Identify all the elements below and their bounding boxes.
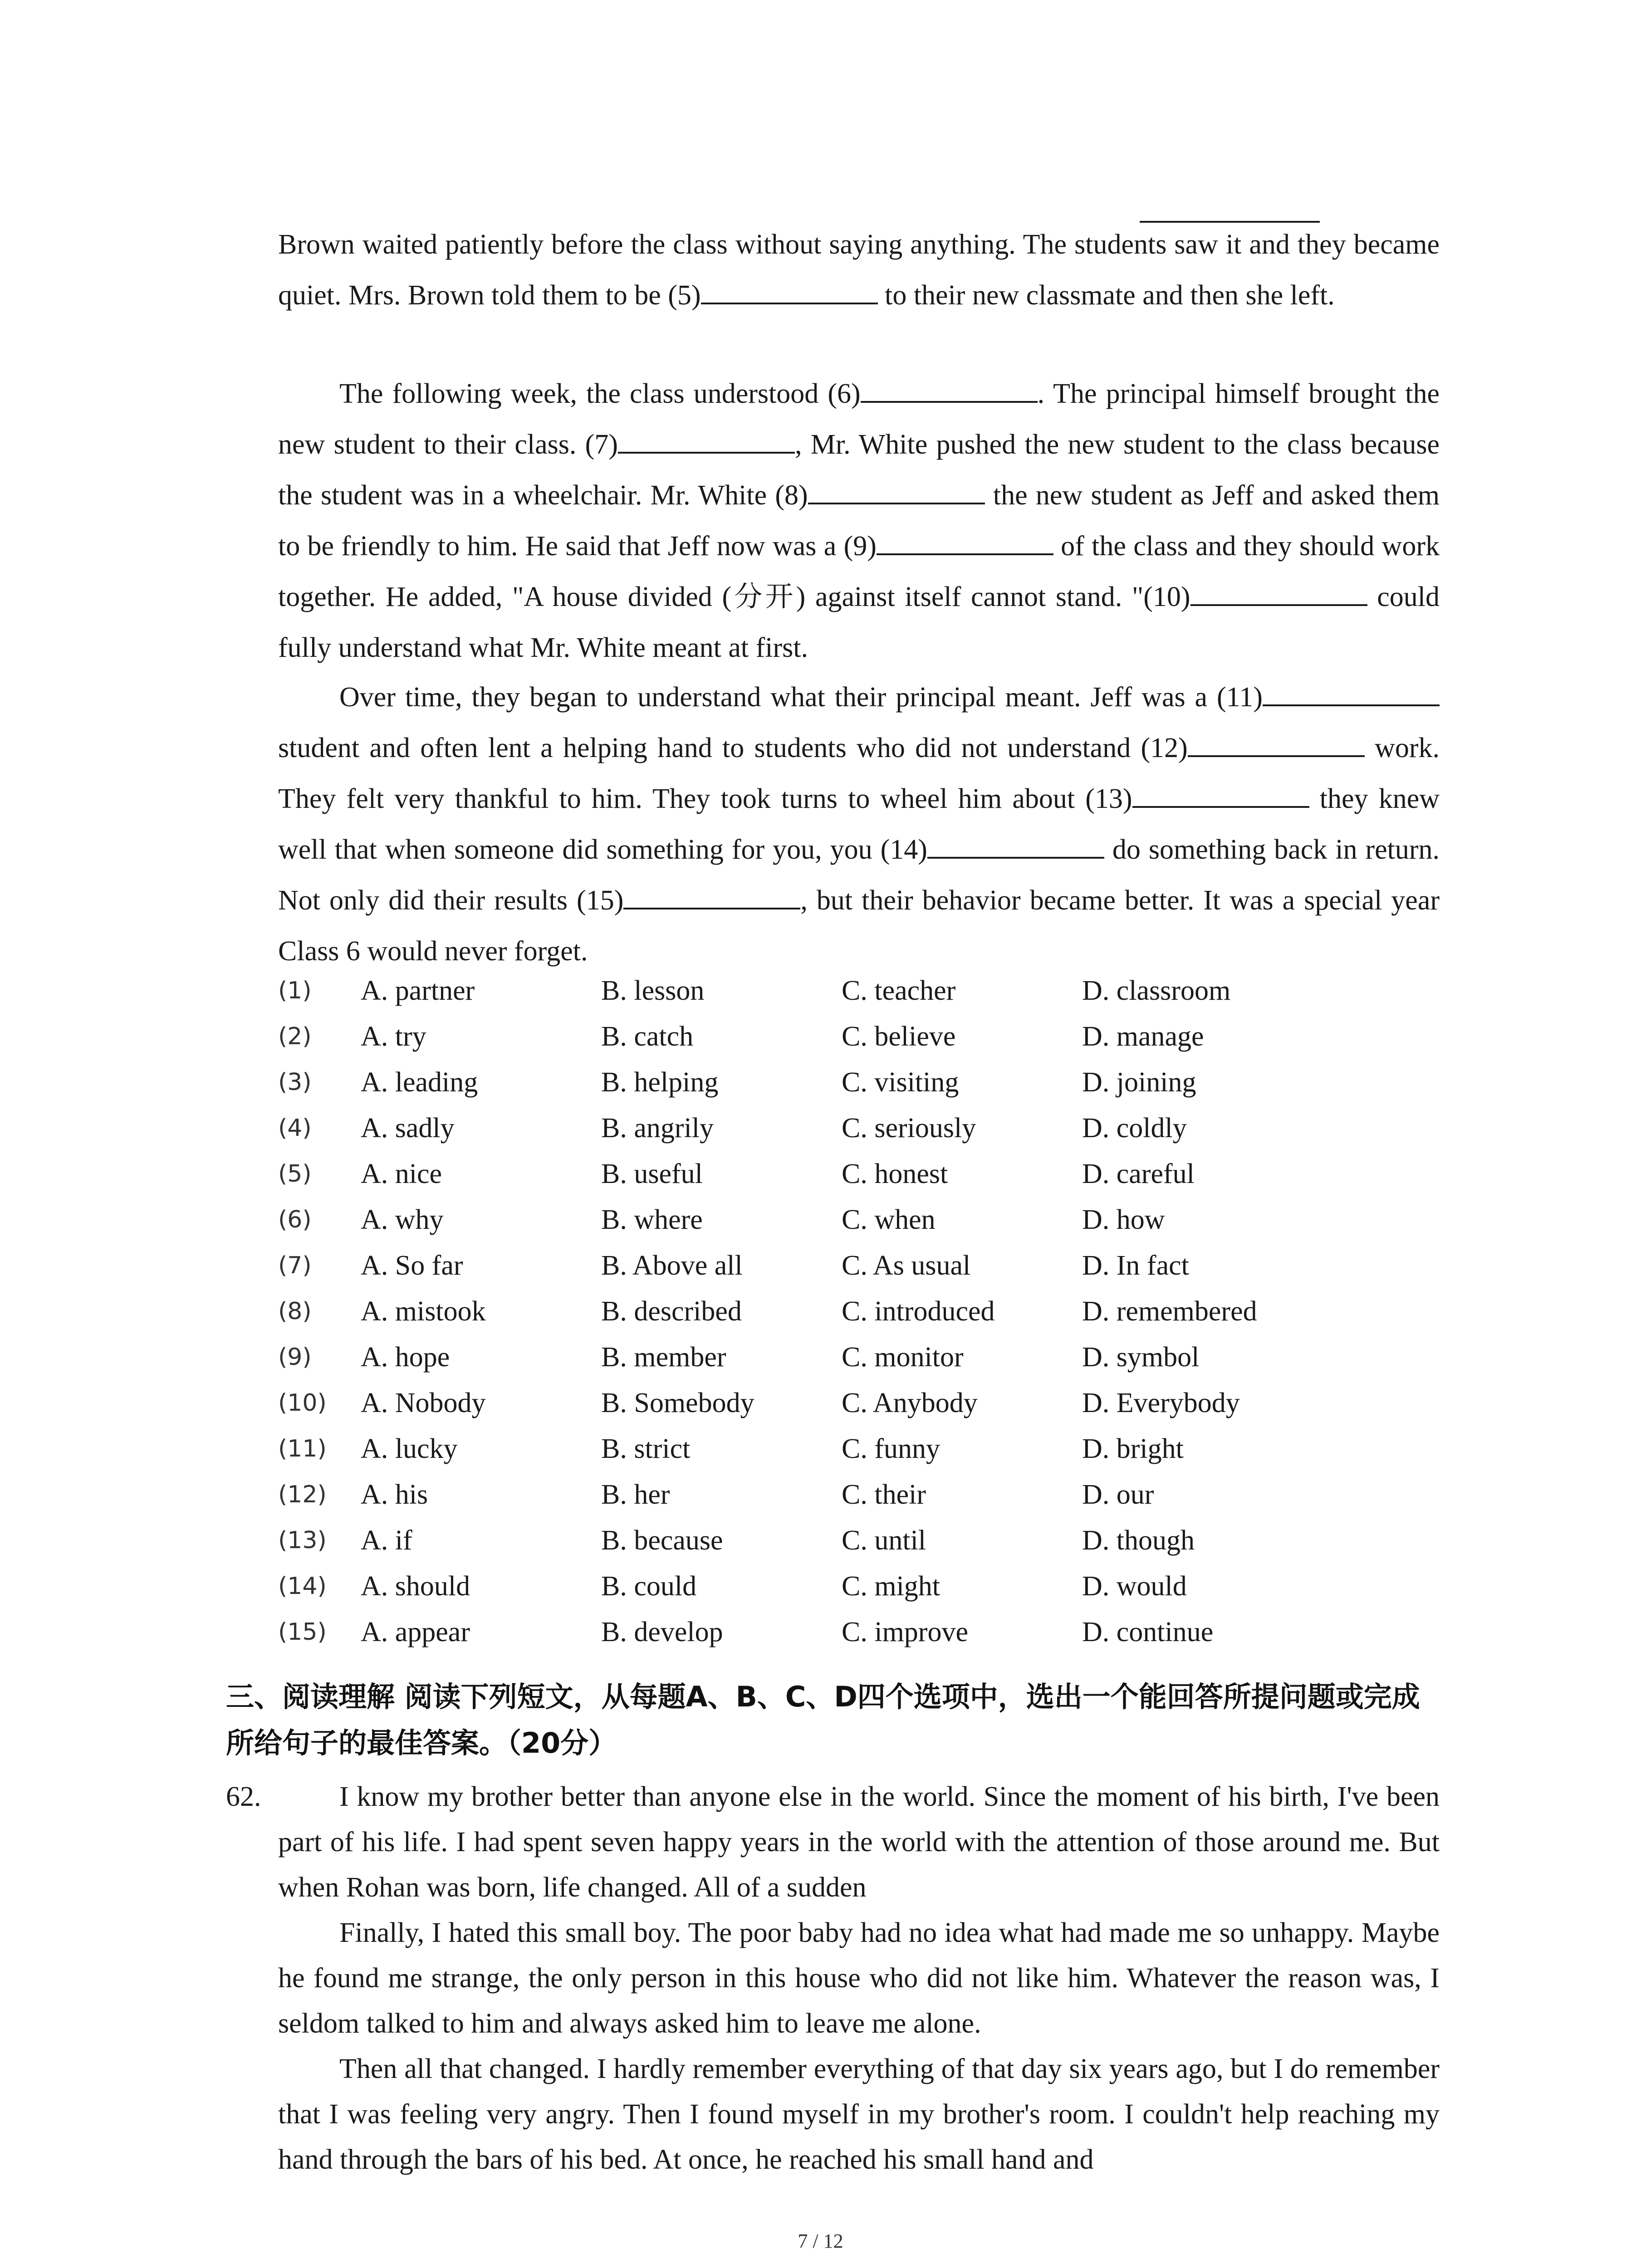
paragraph-text: do something back in return. Not only did their results (15) <box>278 834 1440 916</box>
option-c[interactable]: C. their <box>842 1479 926 1510</box>
paragraph-text: Brown waited patiently before the class without saying anything. The students saw it and they became quiet. Mrs. Brown told them to be (5) <box>278 229 1440 311</box>
option-row <box>278 1014 1440 1060</box>
question-number: (7) <box>278 1252 312 1279</box>
option-c[interactable]: C. funny <box>842 1433 940 1464</box>
answer-blank <box>1190 578 1367 606</box>
option-c[interactable]: C. might <box>842 1571 941 1602</box>
option-b[interactable]: B. her <box>601 1479 670 1510</box>
question-number: (8) <box>278 1298 312 1325</box>
answer-blank <box>927 831 1104 859</box>
option-c[interactable]: C. teacher <box>842 975 956 1006</box>
option-a[interactable]: A. lucky <box>361 1433 458 1464</box>
question-number: (5) <box>278 1160 312 1188</box>
option-row <box>278 1380 1440 1426</box>
option-b[interactable]: B. catch <box>601 1021 694 1052</box>
option-a[interactable]: A. appear <box>361 1617 470 1647</box>
option-d[interactable]: D. would <box>1082 1571 1187 1602</box>
section-heading: 三、阅读理解 阅读下列短文，从每题A、B、C、D四个选项中，选出一个能回答所提问题或完成所给句子的最佳答案。（20分） <box>226 1680 1420 1760</box>
option-row <box>278 1197 1440 1243</box>
paragraph-text: they knew well that when someone did something for you, you (14) <box>278 783 1440 865</box>
paragraph-text: to their new classmate and then she left. <box>877 280 1335 311</box>
cloze-paragraph-2 <box>278 368 1440 673</box>
answer-blank <box>1188 729 1365 757</box>
option-d[interactable]: D. In fact <box>1082 1250 1189 1281</box>
option-d[interactable]: D. classroom <box>1082 975 1231 1006</box>
cloze-paragraph-1 <box>278 219 1440 321</box>
question-number: (2) <box>278 1023 312 1050</box>
question-number: (14) <box>278 1573 327 1600</box>
answer-blank <box>701 276 878 304</box>
answer-blank <box>877 527 1053 555</box>
option-b[interactable]: B. useful <box>601 1158 703 1189</box>
option-c[interactable]: C. visiting <box>842 1067 959 1098</box>
reading-paragraph-1: I know my brother better than anyone else in the world. Since the moment of his birth, I've been part of his life. I had spent seven happy years in the world with the attention of those around me. But when Rohan was born, life changed. All of a sudden <box>278 1781 1440 1903</box>
paragraph-text: , but their behavior became better. It was a special year Class 6 would never forget. <box>278 885 1440 967</box>
option-b[interactable]: B. lesson <box>601 975 705 1006</box>
cloze-paragraph-3 <box>278 672 1440 977</box>
option-a[interactable]: A. Nobody <box>361 1388 486 1418</box>
question-number: (6) <box>278 1206 312 1233</box>
option-row <box>278 1609 1440 1655</box>
option-c[interactable]: C. introduced <box>842 1296 995 1327</box>
option-d[interactable]: D. Everybody <box>1082 1388 1240 1418</box>
reading-paragraph-2: Finally, I hated this small boy. The poor baby had no idea what had made me so unhappy. Maybe he found me strange, the only person in this house who did not like him. Whatever the reason was, I seldom talked to him and always asked him to leave me alone. <box>278 1917 1440 2039</box>
option-c[interactable]: C. until <box>842 1525 926 1556</box>
answer-blank <box>618 425 795 454</box>
option-a[interactable]: A. try <box>361 1021 426 1052</box>
question-number: (13) <box>278 1527 327 1554</box>
option-a[interactable]: A. partner <box>361 975 475 1006</box>
option-a[interactable]: A. mistook <box>361 1296 486 1327</box>
option-d[interactable]: D. remembered <box>1082 1296 1257 1327</box>
option-b[interactable]: B. develop <box>601 1617 723 1647</box>
option-d[interactable]: D. joining <box>1082 1067 1196 1098</box>
paragraph-text: work. They felt very thankful to him. They took turns to wheel him about (13) <box>278 733 1440 814</box>
option-c[interactable]: C. believe <box>842 1021 956 1052</box>
option-row <box>278 1334 1440 1380</box>
option-a[interactable]: A. leading <box>361 1067 478 1098</box>
question-number: (4) <box>278 1114 312 1142</box>
question-number: (10) <box>278 1389 327 1417</box>
reading-paragraph-3: Then all that changed. I hardly remember everything of that day six years ago, but I do remember that I was feeling very angry. Then I found myself in my brother's room. I couldn't help reaching my hand through the bars of his bed. At once, he reached his small hand and <box>278 2053 1440 2175</box>
option-row <box>278 1151 1440 1197</box>
option-row <box>278 1105 1440 1151</box>
option-row <box>278 1518 1440 1564</box>
option-c[interactable]: C. seriously <box>842 1113 976 1144</box>
option-c[interactable]: C. monitor <box>842 1342 964 1373</box>
option-b[interactable]: B. described <box>601 1296 742 1327</box>
paragraph-text: Over time, they began to understand what their principal meant. Jeff was a (11) <box>339 682 1263 713</box>
option-row <box>278 1243 1440 1289</box>
answer-blank <box>1263 678 1440 706</box>
answer-blank <box>1132 780 1309 808</box>
question-number: (11) <box>278 1435 327 1462</box>
option-d[interactable]: D. coldly <box>1082 1113 1187 1144</box>
page-number: 7 / 12 <box>798 2230 843 2252</box>
question-number: 62. <box>226 1781 261 1812</box>
option-b[interactable]: B. Somebody <box>601 1388 754 1418</box>
option-c[interactable]: C. improve <box>842 1617 968 1647</box>
option-a[interactable]: A. sadly <box>361 1113 455 1144</box>
option-b[interactable]: B. could <box>601 1571 697 1602</box>
option-d[interactable]: D. though <box>1082 1525 1195 1556</box>
option-d[interactable]: D. careful <box>1082 1158 1195 1189</box>
answer-blank <box>861 375 1038 403</box>
question-number: (1) <box>278 977 312 1004</box>
option-row <box>278 1289 1440 1334</box>
question-number: (9) <box>278 1344 312 1371</box>
option-b[interactable]: B. helping <box>601 1067 719 1098</box>
option-a[interactable]: A. his <box>361 1479 428 1510</box>
option-a[interactable]: A. if <box>361 1525 412 1556</box>
paragraph-text: of the class and they should work together. He added, "A house divided (分开) against itself cannot stand. "(10) <box>278 531 1440 612</box>
option-a[interactable]: A. hope <box>361 1342 450 1373</box>
paragraph-text: the new student as Jeff and asked them to be friendly to him. He said that Jeff now was a (9) <box>278 480 1440 562</box>
option-b[interactable]: B. where <box>601 1204 703 1235</box>
option-d[interactable]: D. our <box>1082 1479 1154 1510</box>
option-b[interactable]: B. angrily <box>601 1113 714 1144</box>
question-number: (15) <box>278 1618 327 1646</box>
option-d[interactable]: D. symbol <box>1082 1342 1200 1373</box>
option-b[interactable]: B. because <box>601 1525 723 1556</box>
option-d[interactable]: D. manage <box>1082 1021 1204 1052</box>
question-number: (3) <box>278 1069 312 1096</box>
option-row <box>278 1564 1440 1609</box>
option-row <box>278 968 1440 1014</box>
option-d[interactable]: D. bright <box>1082 1433 1184 1464</box>
option-row <box>278 1426 1440 1472</box>
option-a[interactable]: A. why <box>361 1204 444 1235</box>
paragraph-text: student and often lent a helping hand to students who did not understand (12) <box>278 733 1188 763</box>
question-number: (12) <box>278 1481 327 1508</box>
option-c[interactable]: C. honest <box>842 1158 948 1189</box>
option-row <box>278 1472 1440 1518</box>
option-c[interactable]: C. when <box>842 1204 936 1235</box>
answer-blank <box>808 476 985 504</box>
option-b[interactable]: B. strict <box>601 1433 691 1464</box>
answer-blank <box>623 881 800 909</box>
option-b[interactable]: B. member <box>601 1342 726 1373</box>
option-a[interactable]: A. should <box>361 1571 470 1602</box>
option-a[interactable]: A. So far <box>361 1250 463 1281</box>
option-c[interactable]: C. Anybody <box>842 1388 978 1418</box>
paragraph-text: could fully understand what Mr. White meant at first. <box>278 582 1440 663</box>
option-b[interactable]: B. Above all <box>601 1250 743 1281</box>
paragraph-text: The following week, the class understood (6) <box>339 378 861 409</box>
option-row <box>278 1060 1440 1105</box>
paragraph-text: , Mr. White pushed the new student to the class because the student was in a wheelchair. Mr. White (8) <box>278 429 1440 511</box>
option-d[interactable]: D. continue <box>1082 1617 1214 1647</box>
paragraph-text: . The principal himself brought the new student to their class. (7) <box>278 378 1440 460</box>
option-a[interactable]: A. nice <box>361 1158 442 1189</box>
option-c[interactable]: C. As usual <box>842 1250 971 1281</box>
option-d[interactable]: D. how <box>1082 1204 1165 1235</box>
